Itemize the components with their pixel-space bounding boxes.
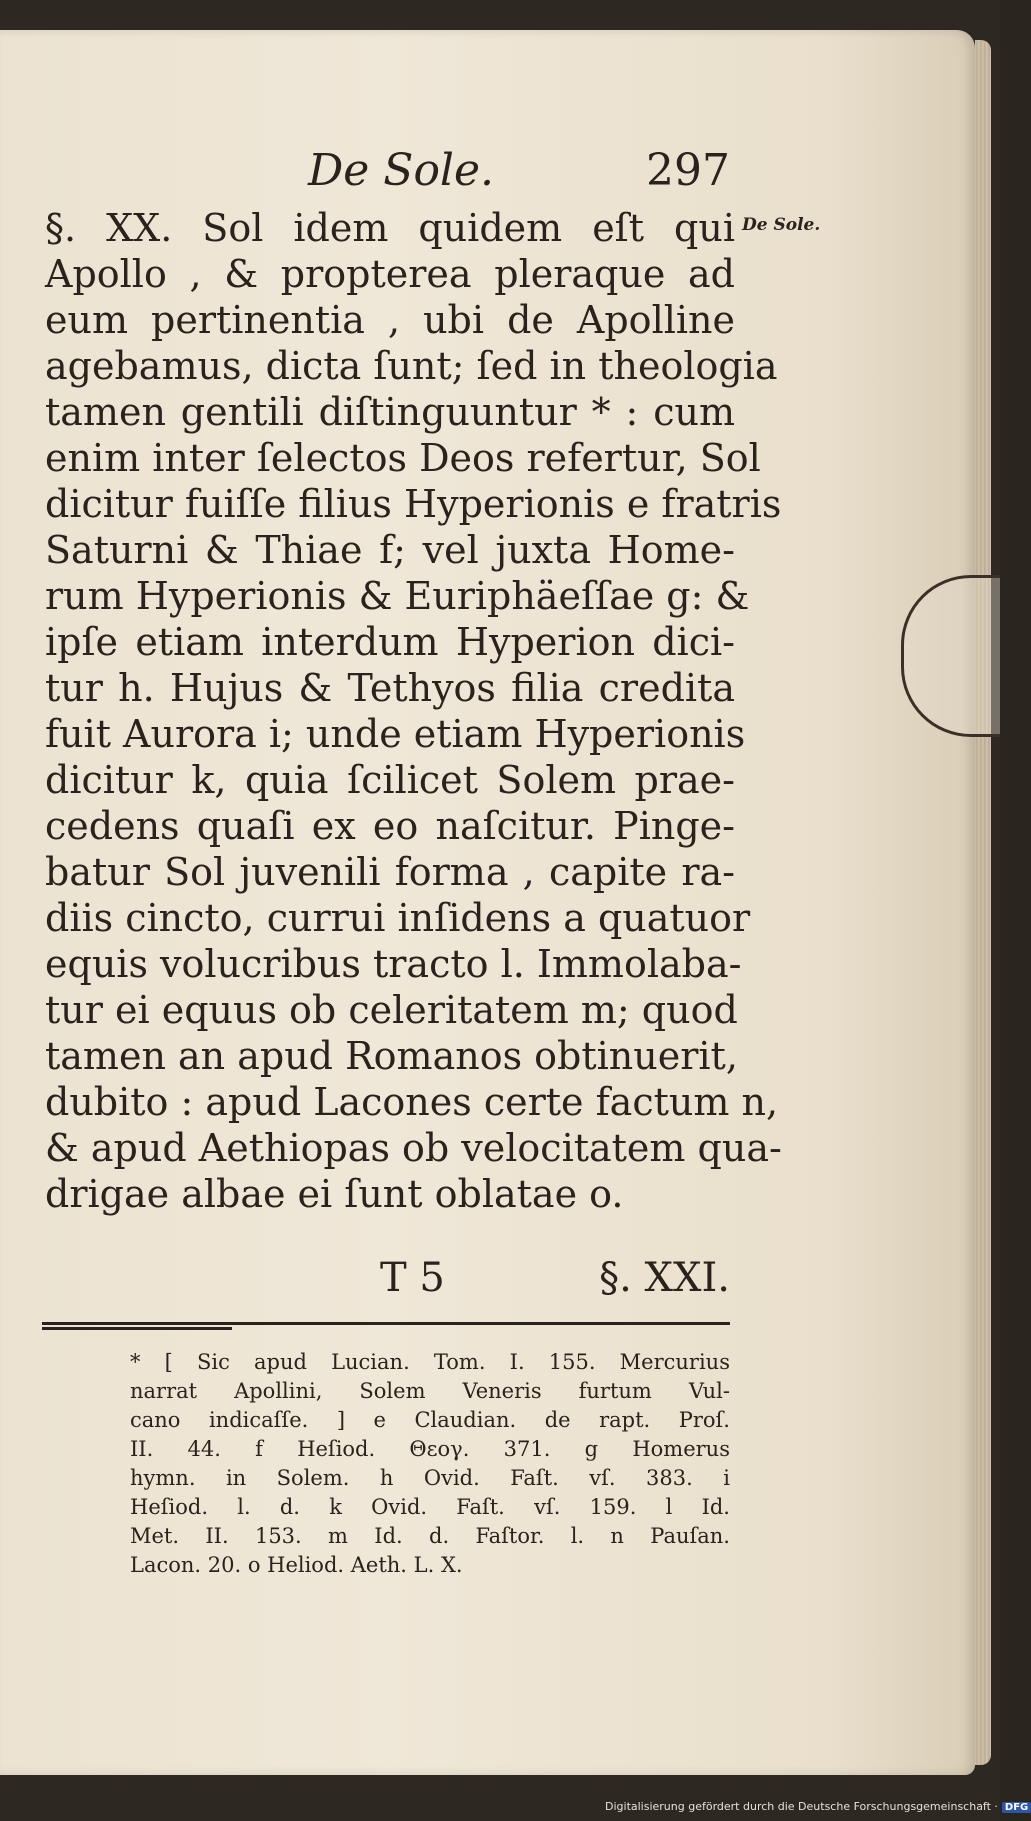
footnote-rule [42, 1322, 730, 1325]
footnote-line: Met. II. 153. m Id. d. Faſtor. l. n Pauſan. [130, 1524, 730, 1548]
page-header [100, 145, 730, 205]
margin-note: De Sole. [742, 215, 821, 235]
text-line: dubito : apud Lacones certe factum n, [45, 1080, 779, 1124]
text-line: Saturni & Thiae f; vel juxta Home- [45, 528, 735, 572]
footnote-line: narrat Apollini, Solem Veneris furtum Vul- [130, 1379, 730, 1403]
dfg-logo-icon: DFG [1002, 1802, 1031, 1813]
credit-text: Digitalisierung gefördert durch die Deutsche Forschungsgemeinschaft · [605, 1800, 998, 1813]
page-edges [975, 40, 991, 1765]
signature-mark: T 5 [380, 1255, 445, 1301]
text-line: fuit Aurora i; unde etiam Hyperionis [45, 712, 746, 756]
catchwords [380, 1255, 730, 1305]
footnote-line: * [ Sic apud Lucian. Tom. I. 155. Mercurius [130, 1350, 730, 1374]
footnote-line: II. 44. f Heſiod. Θεογ. 371. g Homerus [130, 1437, 730, 1461]
text-line: cedens quaſi ex eo naſcitur. Pinge- [45, 804, 735, 848]
text-line: tamen an apud Romanos obtinuerit, [45, 1034, 738, 1078]
text-line: dicitur k, quia ſcilicet Solem prae- [45, 758, 735, 802]
text-line: tamen gentili diſtinguuntur * : cum [45, 390, 735, 434]
text-line: eum pertinentia , ubi de Apolline [45, 298, 735, 342]
text-line-last: drigae albae ei ſunt oblatae o. [45, 1172, 624, 1216]
running-title: De Sole. [308, 145, 495, 196]
footnote-line: Heſiod. l. d. k Ovid. Faſt. vſ. 159. l Id. [130, 1495, 730, 1519]
text-line: tur ei equus ob celeritatem m; quod [45, 988, 738, 1032]
footnotes [130, 1348, 730, 1580]
text-line: enim inter ſelectos Deos refertur, Sol [45, 436, 761, 480]
footnote-line: cano indicaſſe. ] e Claudian. de rapt. Proſ. [130, 1408, 730, 1432]
text-line: & apud Aethiopas ob velocitatem qua- [45, 1126, 782, 1170]
text-line: Apollo , & propterea pleraque ad [45, 252, 735, 296]
text-line: batur Sol juvenili forma , capite ra- [45, 850, 735, 894]
text-line: equis volucribus tracto l. Immolaba- [45, 942, 742, 986]
footnote-line-last: Lacon. 20. o Heliod. Aeth. L. X. [130, 1553, 463, 1577]
catchword: §. XXI. [599, 1255, 730, 1301]
digitization-credit [605, 1800, 1031, 1813]
footnote-line: hymn. in Solem. h Ovid. Faſt. vſ. 383. i [130, 1466, 730, 1490]
text-line: rum Hyperionis & Euriphäeſſae g: & [45, 574, 750, 618]
text-line: ipſe etiam interdum Hyperion dici- [45, 620, 735, 664]
footnote-rule-short [42, 1327, 232, 1330]
text-line: dicitur fuiſſe filius Hyperionis e fratris [45, 482, 782, 526]
text-line: diis cincto, currui inſidens a quatuor [45, 896, 751, 940]
page-number: 297 [646, 145, 730, 196]
text-line: §. XX. Sol idem quidem eſt qui [45, 206, 735, 250]
text-line: agebamus, dicta ſunt; ſed in theologia [45, 344, 778, 388]
text-line: tur h. Hujus & Tethyos filia credita [45, 666, 735, 710]
